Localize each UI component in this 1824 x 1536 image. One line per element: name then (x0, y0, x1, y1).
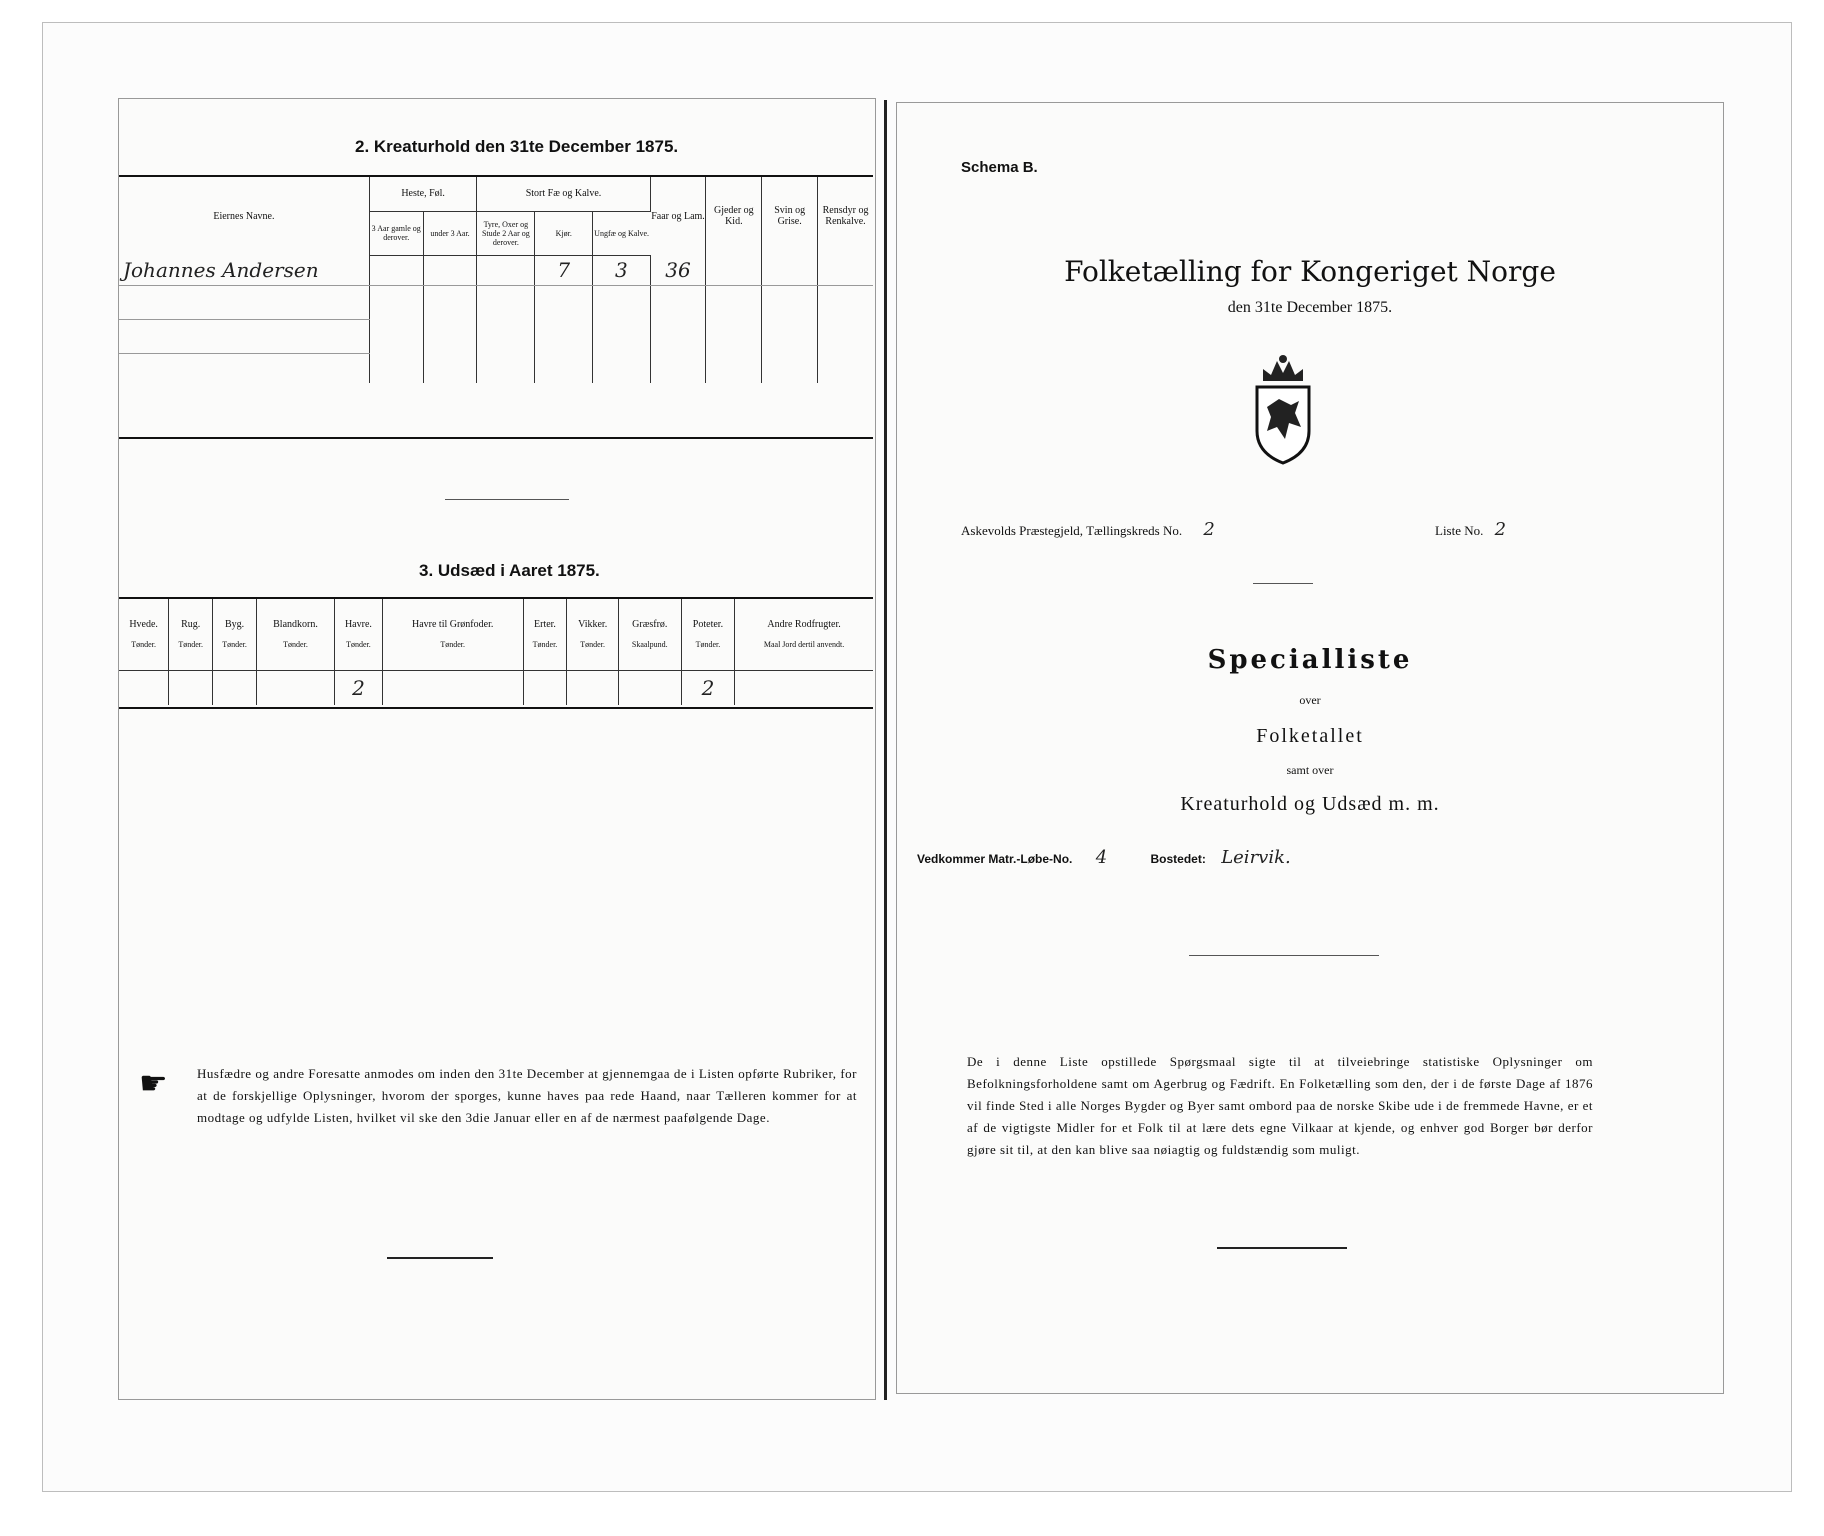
cows-header: Kjør. (535, 211, 593, 255)
separator (1189, 955, 1379, 956)
seed-col-label: Havre til Grønfoder. (411, 619, 494, 631)
seed-col-unit: Tønder. (580, 640, 605, 650)
reindeer-header: Rensdyr og Renkalve. (822, 205, 869, 227)
seed-col-unit: Tønder. (532, 640, 558, 650)
sheep-value: 36 (665, 257, 691, 282)
seed-table-bottom-rule (119, 707, 873, 709)
seed-col-header (523, 599, 567, 670)
young-cell (593, 255, 650, 285)
sheep-header: Faar og Lam. (650, 177, 706, 255)
seed-col-label: Byg. (224, 619, 245, 631)
page-spine (884, 100, 887, 1400)
seed-value-cell (256, 670, 334, 705)
seed-col-label: Græsfrø. (632, 619, 668, 631)
seed-value-cell (523, 670, 567, 705)
seed-value-cell (119, 670, 169, 705)
seed-col-unit: Tønder. (346, 640, 371, 650)
list-number: 2 (1494, 519, 1507, 540)
seed-value: 2 (701, 675, 715, 700)
section2-heading: 2. Kreaturhold den 31te December 1875. (355, 137, 679, 156)
over-label: over (1299, 693, 1321, 707)
matr-label: Vedkommer Matr.-Løbe-No. (917, 852, 1073, 866)
cell (818, 255, 873, 285)
cows-value: 7 (557, 258, 571, 282)
seed-col-header (618, 599, 681, 670)
cell (423, 255, 477, 285)
seed-value-cell (169, 670, 213, 705)
seed-col-label: Andre Rodfrugter. (767, 619, 841, 631)
seed-value-cell (335, 670, 383, 705)
parish-line (961, 519, 1215, 540)
seed-col-header (382, 599, 523, 670)
seed-col-label: Hvede. (129, 619, 158, 631)
seed-value-cell (213, 670, 257, 705)
end-rule (387, 1257, 493, 1259)
separator (445, 499, 569, 500)
seed-col-header (213, 599, 257, 670)
horses-young-header: under 3 Aar. (423, 211, 477, 255)
bosted-value: Leirvik. (1221, 847, 1291, 868)
seed-col-header (256, 599, 334, 670)
right-page (896, 102, 1724, 1394)
seed-col-header (681, 599, 734, 670)
seed-value: 2 (352, 675, 365, 700)
seed-table (119, 599, 873, 705)
seed-col-label: Erter. (534, 619, 556, 631)
seed-value-cell (567, 670, 618, 705)
matr-line (917, 847, 1291, 868)
seed-col-unit: Tønder. (283, 640, 308, 650)
seed-col-unit: Tønder. (440, 640, 465, 650)
schema-label: Schema B. (961, 159, 1038, 176)
district-label: Tællingskreds No. (1086, 523, 1183, 538)
list-label: Liste No. (1435, 523, 1484, 538)
section3-heading: 3. Udsæd i Aaret 1875. (419, 561, 600, 580)
kreaturhold-label: Kreaturhold og Udsæd m. m. (1180, 793, 1440, 815)
seed-col-unit: Maal Jord dertil anvendt. (763, 640, 845, 650)
owner-header: Eiernes Navne. (119, 177, 369, 255)
census-date: den 31te December 1875. (1227, 299, 1393, 316)
horses-header: Heste, Føl. (369, 177, 477, 211)
livestock-table (119, 177, 873, 383)
seed-value-cell (382, 670, 523, 705)
young-cattle-header: Ungfæ og Kalve. (593, 211, 650, 255)
coat-of-arms-icon (1249, 351, 1317, 465)
young-value: 3 (615, 258, 628, 282)
bulls-header: Tyre, Oxer og Stude 2 Aar og derover. (477, 211, 535, 255)
owner-name: Johannes Andersen (123, 257, 319, 282)
seed-col-header (169, 599, 213, 670)
folketallet-label: Folketallet (1256, 725, 1364, 747)
seed-value-cell (618, 670, 681, 705)
seed-col-label: Rug. (181, 619, 201, 631)
cell (706, 255, 762, 285)
goats-header: Gjeder og Kid. (706, 177, 762, 255)
seed-col-unit: Tønder. (695, 640, 721, 650)
census-title: Folketælling for Kongeriget Norge (1064, 255, 1556, 288)
left-page (118, 98, 876, 1400)
seed-col-unit: Tønder. (178, 640, 203, 650)
seed-col-label: Havre. (344, 619, 372, 631)
seed-col-header (735, 599, 873, 670)
bosted-label: Bostedet: (1150, 852, 1206, 866)
specialliste-title: Specialliste (1207, 645, 1413, 675)
seed-col-label: Blandkorn. (273, 619, 318, 631)
parish-label: Askevolds Præstegjeld, (961, 523, 1084, 538)
list-line (1435, 519, 1506, 540)
seed-col-header (335, 599, 383, 670)
district-number: 2 (1203, 519, 1215, 540)
seed-value-cell (681, 670, 734, 705)
horses-old-header: 3 Aar gamle og derover. (369, 211, 423, 255)
seed-col-unit: Tønder. (222, 640, 247, 650)
cattle-header: Stort Fæ og Kalve. (477, 177, 650, 211)
table-bottom-rule (119, 437, 873, 439)
cell (477, 255, 535, 285)
footnote-text: De i denne Liste opstillede Spørgsmaal sigte til at tilveiebringe statistiske Oplysninger om Befolkningsforholdene samt om Agerbrug og Fædrift. En Folketælling som den, der i de første Dage af 1876 vil finde Sted i alle Norges Bygder og Byer samt ombord paa de norske Skibe ude i de fremmede Havne, er et af de vigtigste Midler for et Folk til at lære dets egne Vilkaar at kjende, og enhver god Borger bør derfor gjøre sit til, at den kan blive saa nøiagtig og fuldstændig som muligt. (967, 1054, 1593, 1157)
seed-col-unit: Tønder. (131, 640, 156, 650)
end-rule (1217, 1247, 1347, 1249)
sheep-cell (650, 255, 706, 285)
matr-number: 4 (1095, 847, 1108, 868)
owner-cell (119, 255, 369, 285)
pigs-header: Svin og Grise. (762, 177, 818, 255)
cows-cell (535, 255, 593, 285)
notice-text: Husfædre og andre Foresatte anmodes om inden den 31te December at gjennemgaa de i Listen opførte Rubriker, for at de forskjellige Oplysninger, hvorom der sporges, kunne haves paa rede Haand, naar Tælleren kommer for at modtage og udfylde Listen, hvilket vil ske den 3die Januar eller en af de nærmest paafølgende Dage. (197, 1066, 857, 1125)
cell (369, 255, 423, 285)
seed-col-header (119, 599, 169, 670)
seed-col-label: Vikker. (578, 619, 608, 631)
seed-col-label: Poteter. (692, 619, 724, 631)
pointing-hand-icon: ☛ (139, 1065, 168, 1101)
samt-over-label: samt over (1286, 763, 1334, 777)
seed-col-header (567, 599, 618, 670)
cell (762, 255, 818, 285)
seed-value-cell (735, 670, 873, 705)
separator (1253, 583, 1313, 584)
seed-col-unit: Skaalpund. (631, 640, 668, 650)
